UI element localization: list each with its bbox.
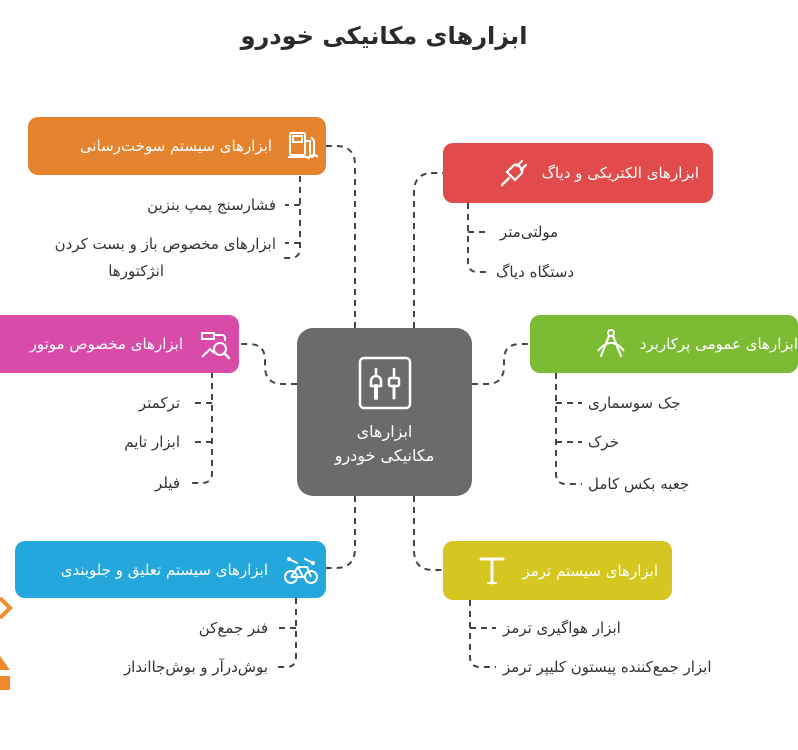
node-suspension-label: ابزارهای سیستم تعلیق و جلوبندی — [60, 560, 268, 579]
node-general — [530, 315, 798, 373]
center-label-line1: ابزارهای — [356, 422, 413, 441]
link-fuel-leaves — [280, 176, 300, 258]
link-suspension — [326, 496, 355, 568]
leaf-suspension-1: فنر جمع‌کن — [198, 619, 268, 637]
node-fuel-label: ابزارهای سیستم سوخت‌رسانی — [79, 137, 272, 155]
link-engine — [239, 344, 297, 384]
edge-logo-fragment — [0, 598, 12, 698]
leaf-brake-1: ابزار هواگیری ترمز — [503, 619, 621, 637]
link-brake-leaves — [470, 600, 496, 667]
tools-icon — [358, 356, 412, 410]
link-brake — [414, 496, 443, 570]
link-electrical — [414, 173, 443, 328]
link-general — [472, 344, 530, 384]
center-label-line2: مکانیکی خودرو — [334, 446, 435, 465]
leaf-brake-2: ابزار جمع‌کننده پیستون کلیپر ترمز — [503, 658, 712, 676]
bicycle-icon — [276, 553, 326, 587]
node-suspension — [15, 541, 326, 598]
leaf-engine-3: فیلر — [155, 474, 180, 492]
leaf-general-3: جعبه بکس کامل — [588, 475, 690, 493]
diagram-title: ابزارهای مکانیکی خودرو — [240, 22, 528, 50]
compass-icon — [590, 327, 632, 361]
node-general-label: ابزارهای عمومی پرکاربرد — [639, 335, 798, 353]
plug-icon — [494, 157, 534, 189]
leaf-engine-2: ابزار تایم — [124, 433, 180, 451]
link-general-leaves — [556, 373, 582, 484]
link-engine-leaves — [192, 372, 212, 483]
leaf-general-1: جک سوسماری — [588, 394, 681, 412]
node-fuel-system — [28, 117, 326, 175]
fuel-pump-icon — [280, 129, 326, 163]
node-electrical — [443, 143, 713, 203]
leaf-general-2: خرک — [588, 433, 619, 451]
leaf-fuel-2: ابزارهای مخصوص باز و بست کردن — [54, 235, 276, 253]
leaf-fuel-3: انژکتورها — [108, 262, 164, 280]
t-tool-icon — [470, 554, 514, 588]
node-electrical-label: ابزارهای الکتریکی و دیاگ — [541, 164, 699, 182]
link-electrical-leaves — [468, 203, 490, 272]
node-brake-label: ابزارهای سیستم ترمز — [522, 561, 658, 580]
link-fuel — [326, 146, 355, 328]
leaf-electrical-1: مولتی‌متر — [500, 223, 559, 241]
leaf-fuel-1: فشارسنج پمپ بنزین — [147, 196, 276, 214]
node-brake — [443, 541, 672, 600]
node-engine — [0, 315, 239, 373]
leaf-engine-1: ترکمتر — [138, 394, 180, 412]
wrench-hand-icon — [191, 327, 239, 361]
leaf-suspension-2: بوش‌درآر و بوش‌جاانداز — [123, 658, 268, 676]
leaf-electrical-2: دستگاه دیاگ — [496, 263, 575, 281]
center-node — [297, 328, 472, 496]
node-engine-label: ابزارهای مخصوص موتور — [29, 335, 183, 353]
link-suspension-leaves — [276, 598, 296, 667]
